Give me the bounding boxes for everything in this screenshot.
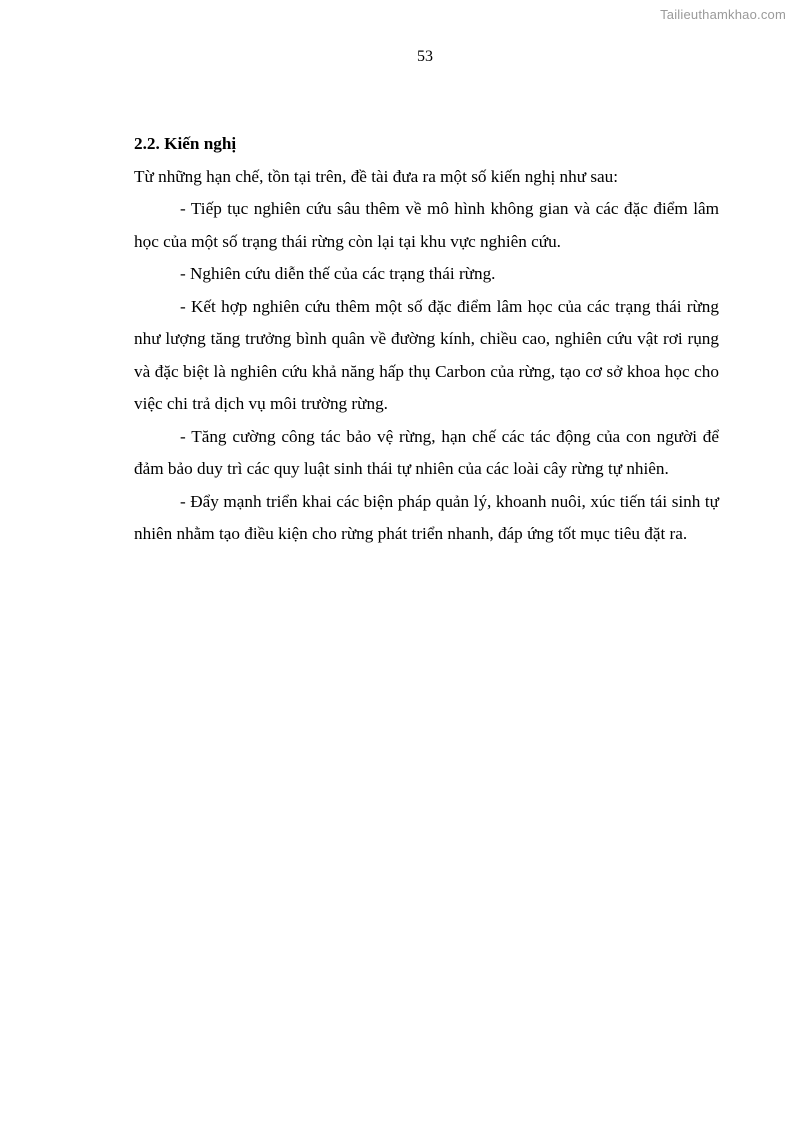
page-number: 53 [417, 48, 433, 65]
recommendation-item: - Tăng cường công tác bảo vệ rừng, hạn chế các tác động của con người để đảm bảo duy trì các quy luật sinh thái tự nhiên của các loài cây rừng tự nhiên. [134, 426, 719, 478]
watermark-text: Tailieuthamkhao.com [660, 7, 786, 22]
document-body [133, 128, 719, 551]
intro-paragraph: Từ những hạn chế, tồn tại trên, đề tài đưa ra một số kiến nghị như sau: [134, 166, 619, 186]
recommendation-item: - Tiếp tục nghiên cứu sâu thêm về mô hình không gian và các đặc điểm lâm học của một số trạng thái rừng còn lại tại khu vực nghiên cứu. [134, 199, 719, 251]
section-heading: 2.2. Kiến nghị [134, 134, 237, 153]
recommendation-item: - Kết hợp nghiên cứu thêm một số đặc điểm lâm học của các trạng thái rừng như lượng tăng trưởng bình quân về đường kính, chiều cao, nghiên cứu vật rơi rụng và đặc biệt là nghiên cứu khả năng hấp thụ Carbon của rừng, tạo cơ sở khoa học cho việc chi trả dịch vụ môi trường rừng. [134, 296, 719, 413]
recommendation-item: - Nghiên cứu diễn thế của các trạng thái rừng. [180, 264, 496, 283]
recommendation-item: - Đẩy mạnh triển khai các biện pháp quản lý, khoanh nuôi, xúc tiến tái sinh tự nhiên nhằm tạo điều kiện cho rừng phát triển nhanh, đáp ứng tốt mục tiêu đặt ra. [134, 491, 719, 543]
